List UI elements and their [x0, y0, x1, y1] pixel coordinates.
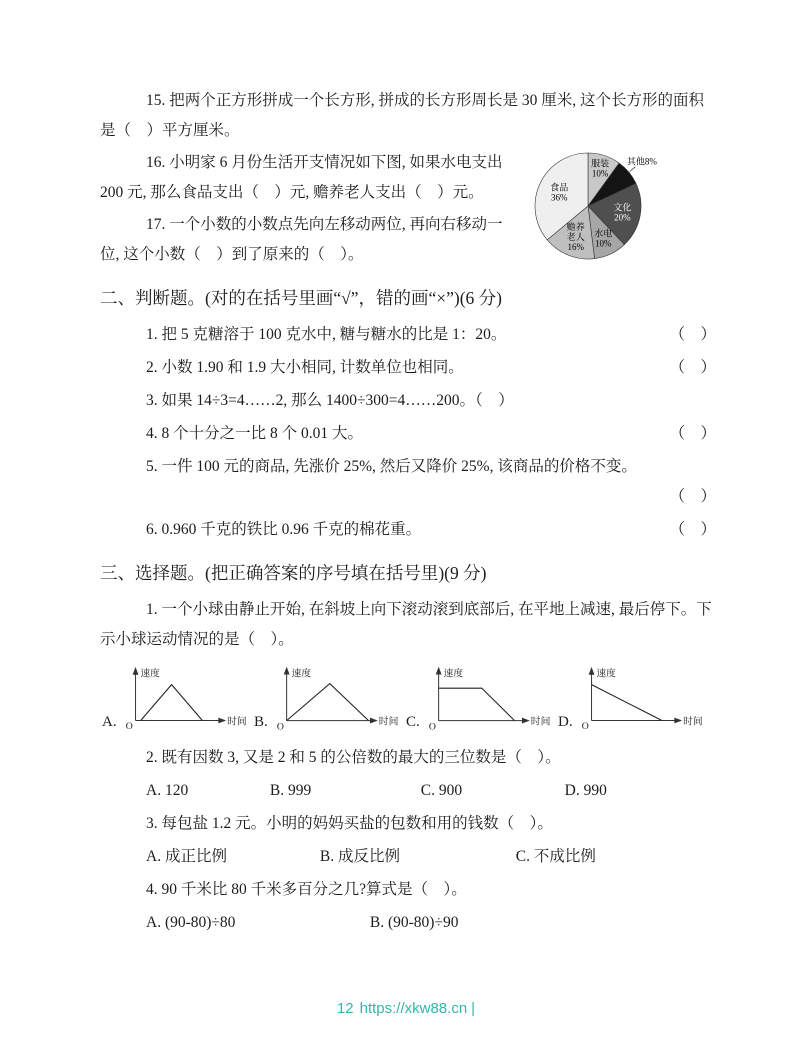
pie-slice-label: 10% [595, 238, 612, 249]
option-letter: C. [406, 714, 420, 730]
option-letter: D. [558, 714, 573, 730]
pie-slice-label: 其他8% [626, 156, 657, 167]
speed-time-graph-b [269, 661, 406, 741]
pie-slice-label: 文化 [613, 202, 632, 213]
option-c: C. 900 [420, 782, 463, 799]
pie-slice-label: 36% [550, 192, 568, 203]
pie-slice-label: 16% [567, 242, 584, 252]
speed-time-graph-a [118, 661, 254, 741]
origin-label: O [428, 721, 436, 733]
choice-question-2: 2. 既有因数 3, 又是 2 和 5 的公倍数的最大的三位数是（ ）。 [146, 749, 561, 766]
pie-slice-label: 10% [591, 168, 609, 179]
option-b: B. 999 [269, 782, 312, 799]
origin-label: O [276, 721, 284, 733]
y-axis-arrow [132, 667, 138, 675]
option-a: A. (90-80)÷80 [146, 914, 236, 931]
x-axis-label: 时间 [530, 716, 551, 728]
speed-time-graph-d [574, 661, 710, 741]
judge-item-4 [100, 419, 716, 449]
y-axis-label: 速度 [291, 668, 311, 680]
judge-item-text: 6. 0.960 千克的铁比 0.96 千克的棉花重。 [146, 521, 422, 538]
section-choice-title: 三、选择题。(把正确答案的序号填在括号里)(9 分) [100, 563, 487, 583]
judge-item-text: 1. 把 5 克糖溶于 100 克水中, 糖与糖水的比是 1：20。 [146, 326, 507, 343]
pie-slice-label: 赡养 [566, 222, 585, 232]
speed-time-curve [140, 685, 202, 721]
pie-chart-figure [510, 138, 680, 273]
judge-item-1 [100, 320, 716, 350]
pie-slice-label: 食品 [550, 182, 569, 193]
pie-slice-label: 老人 [566, 232, 585, 242]
judge-item-text: 4. 8 个十分之一比 8 个 0.01 大。 [146, 425, 364, 442]
x-axis-arrow [370, 718, 378, 724]
judge-item-3 [100, 386, 716, 416]
pie-slice-label: 20% [614, 212, 631, 223]
y-axis-label: 速度 [596, 668, 616, 680]
page-footer [0, 1000, 812, 1017]
x-axis-arrow [218, 718, 226, 724]
paper-content [100, 84, 716, 941]
question-16: 16. 小明家 6 月份生活开支情况如下图, 如果水电支出 200 元, 那么食品支出（ ）元, 赡养老人支出（ ）元。 [100, 154, 503, 201]
option-a: A. 120 [146, 782, 189, 799]
motion-graph-option-a [102, 661, 254, 741]
y-axis-label: 速度 [140, 668, 160, 680]
answer-bracket: （ ） [669, 359, 716, 376]
judge-item-5 [100, 452, 716, 512]
pie-slice-label: 服装 [591, 158, 610, 169]
option-letter: B. [254, 714, 268, 730]
answer-bracket: （ ） [669, 488, 716, 505]
pie-chart [510, 138, 680, 273]
footer-url[interactable]: https://xkw88.cn [359, 1000, 468, 1017]
origin-label: O [581, 721, 589, 733]
judge-item-text: 2. 小数 1.90 和 1.9 大小相同, 计数单位也相同。 [146, 359, 464, 376]
answer-bracket: （ ） [669, 425, 716, 442]
option-letter: A. [102, 714, 117, 730]
question-17: 17. 一个小数的小数点先向左移动两位, 再向右移动一位, 这个小数（ ）到了原来的（ ）。 [100, 216, 503, 263]
y-axis-arrow [283, 667, 289, 675]
judge-item-2 [100, 353, 716, 383]
option-b: B. (90-80)÷90 [369, 914, 459, 931]
x-axis-label: 时间 [226, 716, 247, 728]
option-d: D. 990 [564, 782, 607, 799]
question-16-block [100, 148, 716, 270]
y-axis-label: 速度 [443, 668, 463, 680]
origin-label: O [125, 721, 133, 733]
y-axis-arrow [588, 667, 594, 675]
answer-bracket: （ ） [669, 326, 716, 343]
choice-q3-options [100, 842, 716, 872]
motion-graph-option-c [406, 661, 558, 741]
x-axis-label: 时间 [378, 716, 399, 728]
y-axis-arrow [435, 667, 441, 675]
motion-graph-option-b [254, 661, 406, 741]
speed-time-curve [286, 684, 368, 721]
choice-question-1: 1. 一个小球由静止开始, 在斜坡上向下滚动滚到底部后, 在平地上减速, 最后停下。下示小球运动情况的是（ ）。 [100, 601, 712, 648]
option-a: A. 成正比例 [146, 848, 227, 865]
choice-question-4: 4. 90 千米比 80 千米多百分之几?算式是（ ）。 [146, 881, 467, 898]
choice-q4-options [100, 908, 716, 938]
x-axis-arrow [522, 718, 530, 724]
judge-item-6 [100, 515, 716, 545]
choice-q2-options [100, 776, 716, 806]
choice-question-3: 3. 每包盐 1.2 元。小明的妈妈买盐的包数和用的钱数（ ）。 [146, 815, 553, 832]
option-c: C. 不成比例 [515, 848, 596, 865]
section-judge-title: 二、判断题。(对的在括号里画“√”，错的画“×”)(6 分) [100, 288, 502, 308]
speed-time-curve [438, 688, 514, 720]
speed-time-graph-c [421, 661, 558, 741]
motion-graph-option-d [558, 661, 710, 741]
speed-time-curve [591, 685, 661, 721]
answer-bracket: （ ） [669, 521, 716, 538]
judge-item-text: 3. 如果 14÷3=4……2, 那么 1400÷300=4……200。（ ） [146, 392, 514, 409]
pie-slice-label: 水电 [594, 228, 613, 239]
question-15: 15. 把两个正方形拼成一个长方形, 拼成的长方形周长是 30 厘米, 这个长方形的面积是（ ）平方厘米。 [100, 92, 705, 139]
option-b: B. 成反比例 [319, 848, 400, 865]
page-number: 12 [336, 1000, 354, 1017]
pie-label-leader [630, 167, 636, 172]
judge-item-text: 5. 一件 100 元的商品, 先涨价 25%, 然后又降价 25%, 该商品的价格不变。 [146, 458, 637, 475]
footer-bar: | [471, 1000, 476, 1017]
x-axis-arrow [674, 718, 682, 724]
motion-graph-options [102, 661, 716, 741]
x-axis-label: 时间 [682, 716, 703, 728]
